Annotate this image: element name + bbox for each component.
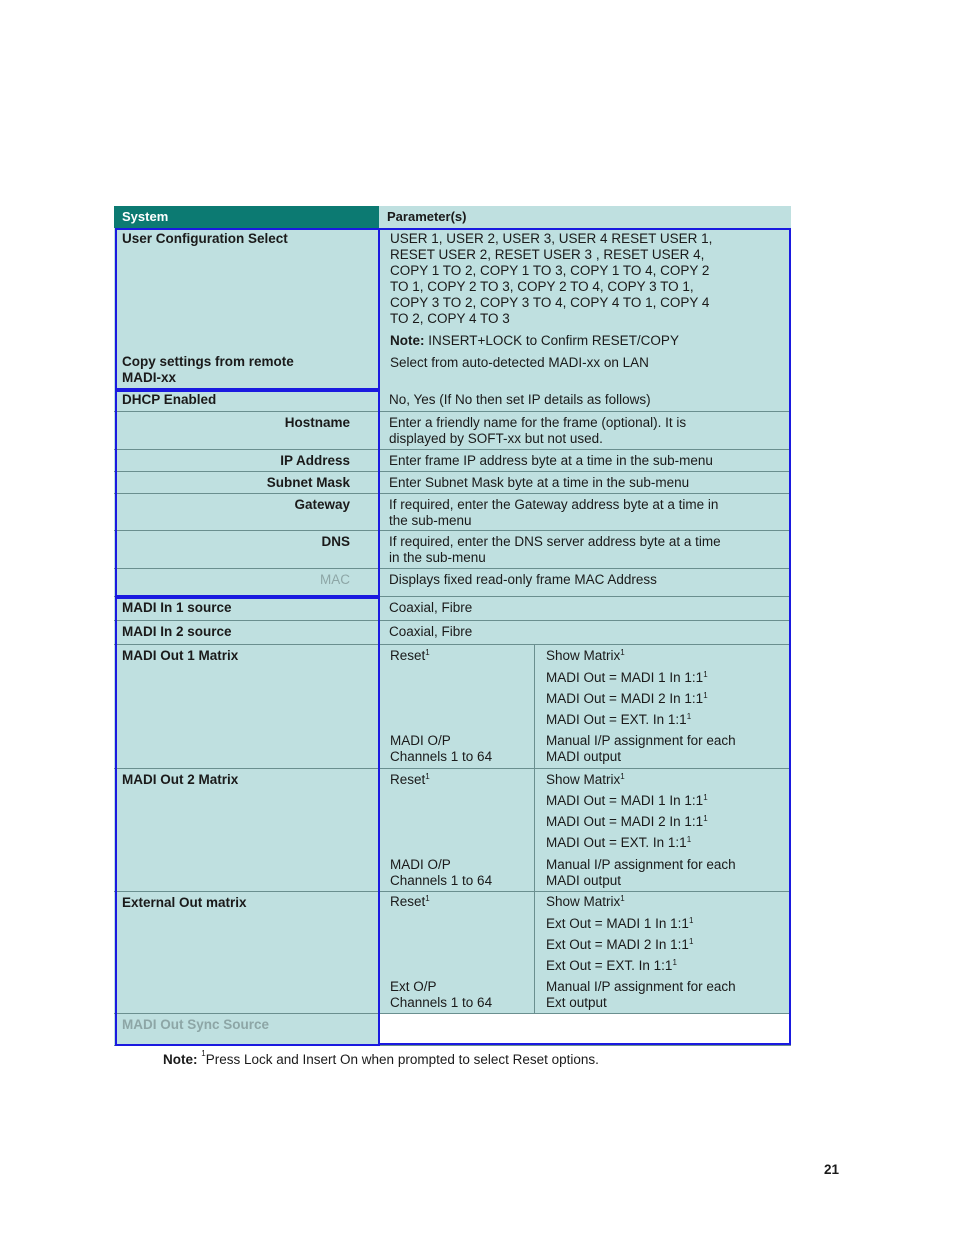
madi-in1-label: MADI In 1 source [114, 597, 379, 621]
subnet-label: Subnet Mask [114, 472, 379, 494]
table-header-row [114, 206, 791, 228]
madi-out1-show: Show Matrix$^1$ [546, 648, 625, 663]
madi-out2-label: MADI Out 2 Matrix [114, 769, 379, 892]
ext-out-op: Ext O/P Channels 1 to 64 [390, 979, 493, 1010]
page-number: 21 [824, 1162, 840, 1177]
table-row [114, 597, 791, 621]
dns-text: If required, enter the DNS server address byte at a time in the sub-menu [379, 531, 791, 569]
table-row [114, 412, 791, 450]
subnet-text: Enter Subnet Mask byte at a time in the sub-menu [379, 472, 791, 494]
madi-out2-reset: Reset$^1$ [390, 772, 430, 787]
madi-in2-label: MADI In 2 source [114, 621, 379, 645]
madi-out2-m2: MADI Out = MADI 2 In $1:1^1$ [546, 814, 708, 829]
ext-out-m2: Ext Out = MADI 2 In $1:1^1$ [546, 937, 694, 952]
ext-out-label: External Out matrix [114, 892, 379, 1014]
ext-out-show: Show Matrix$^1$ [546, 894, 625, 909]
user-config-label: User Configuration Select [122, 231, 288, 246]
table-row [114, 472, 791, 494]
dhcp-text: No, Yes (If No then set IP details as follows) [379, 389, 791, 412]
user-config-note: Note: INSERT+LOCK to Confirm RESET/COPY [390, 333, 679, 348]
madi-out2-m1: MADI Out = MADI 1 In $1:1^1$ [546, 793, 708, 808]
table-row [114, 494, 791, 531]
copy-settings-label-1: Copy settings from remote [122, 354, 294, 369]
hostname-text: Enter a friendly name for the frame (optional). It is displayed by SOFT-xx but not used. [379, 412, 791, 450]
madi-out1-m3: MADI Out = EXT. In $1:1^1$ [546, 712, 692, 727]
dns-label: DNS [114, 531, 379, 569]
copy-settings-label-2: MADI-xx [122, 370, 177, 385]
ip-label: IP Address [114, 450, 379, 472]
table-row [114, 531, 791, 569]
table-row [114, 769, 791, 892]
table-row [114, 645, 791, 769]
madi-out1-op: MADI O/P Channels 1 to 64 [390, 733, 493, 764]
header-parameters: Parameter(s) [379, 206, 791, 228]
madi-out2-op: MADI O/P Channels 1 to 64 [390, 857, 493, 888]
ext-out-manual: Manual I/P assignment for each Ext output [546, 979, 736, 1010]
user-config-options: USER 1, USER 2, USER 3, USER 4 RESET USER 1, RESET USER 2, RESET USER 3 , RESET USER 4, COPY 1 TO 2, COPY 1 TO 3, COPY 1 TO 4, COPY 2 TO 1, COPY 2 TO 3, COPY 2 TO 4, COPY 3 TO 1, COPY 3 TO 2, COPY 3 TO 4, COPY 4 TO 1, COPY 4 TO 2, COPY 4 TO 3 [390, 231, 713, 326]
table-row [114, 450, 791, 472]
madi-out2-manual: Manual I/P assignment for each MADI output [546, 857, 736, 888]
table-row [114, 228, 791, 411]
ext-out-m3: Ext Out = EXT. In $1:1^1$ [546, 958, 677, 973]
footnote: Note: $^1$Press Lock and Insert On when prompted to select Reset options. [163, 1049, 599, 1067]
madi-in2-text: Coaxial, Fibre [379, 621, 791, 645]
table-row [114, 621, 791, 645]
table-row [114, 389, 791, 412]
dhcp-label: DHCP Enabled [114, 389, 379, 412]
gateway-label: Gateway [114, 494, 379, 531]
mac-label: MAC [114, 569, 379, 597]
hostname-label: Hostname [114, 412, 379, 450]
madi-out2-show: Show Matrix$^1$ [546, 772, 625, 787]
table-row [114, 892, 791, 1014]
madi-out1-manual: Manual I/P assignment for each MADI output [546, 733, 736, 764]
mac-text: Displays fixed read-only frame MAC Address [379, 569, 791, 597]
madi-out1-label: MADI Out 1 Matrix [114, 645, 379, 769]
header-system: System [114, 206, 379, 228]
madi-out1-reset: Reset$^1$ [390, 648, 430, 663]
ext-out-reset: Reset$^1$ [390, 894, 430, 909]
madi-out1-m2: MADI Out = MADI 2 In $1:1^1$ [546, 691, 708, 706]
sync-source-label: MADI Out Sync Source [114, 1014, 379, 1046]
madi-out1-m1: MADI Out = MADI 1 In $1:1^1$ [546, 670, 708, 685]
madi-in1-text: Coaxial, Fibre [379, 597, 791, 621]
table-row [114, 569, 791, 597]
copy-settings-text: Select from auto-detected MADI-xx on LAN [390, 355, 649, 370]
sync-source-value [379, 1014, 791, 1046]
ext-out-m1: Ext Out = MADI 1 In $1:1^1$ [546, 916, 694, 931]
gateway-text: If required, enter the Gateway address byte at a time in the sub-menu [379, 494, 791, 531]
madi-out2-m3: MADI Out = EXT. In $1:1^1$ [546, 835, 692, 850]
table-row [114, 1014, 791, 1046]
ip-text: Enter frame IP address byte at a time in the sub-menu [379, 450, 791, 472]
